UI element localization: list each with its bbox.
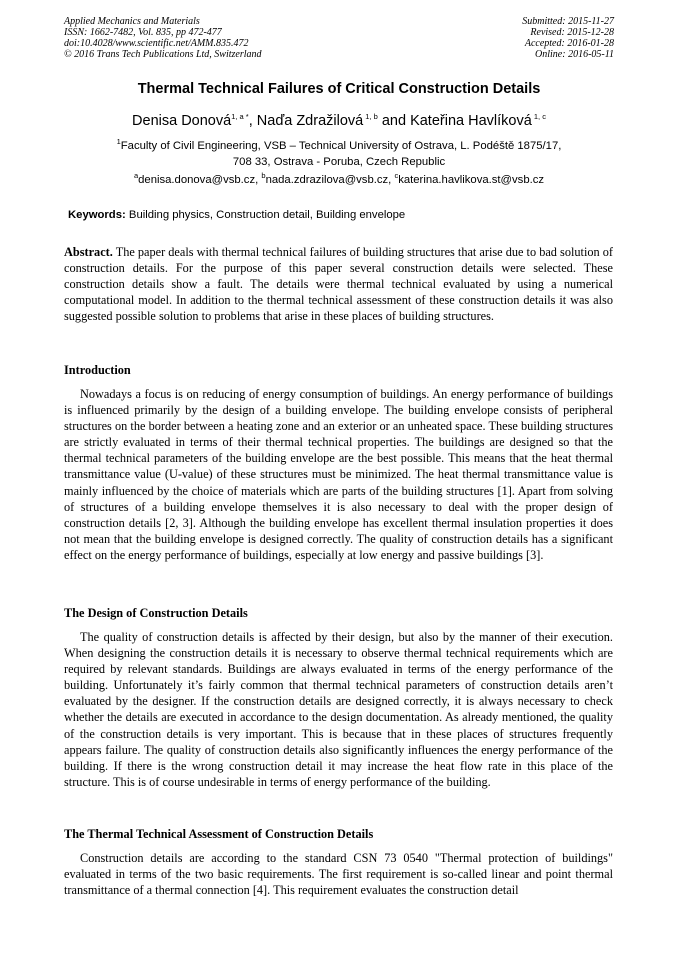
section-body-introduction xyxy=(64,386,613,563)
paragraph: Construction details are according to the standard CSN 73 0540 "Thermal protection of buildings" evaluated in terms of the two basic requirements. The first requirement is so-called linear and point thermal transmittance of a thermal connection [4]. This requirement evaluates the construction detail xyxy=(64,851,613,898)
keywords xyxy=(68,209,405,221)
email-link[interactable]: nada.zdrazilova@vsb.cz, xyxy=(265,174,395,186)
date-revised: Revised: 2015-12-28 xyxy=(530,27,614,38)
author-separator: and xyxy=(377,113,411,129)
paragraph: Nowadays a focus is on reducing of energy consumption of buildings. An energy performance of buildings is influenced primarily by the design of a building envelope. The building envelope consists of peripheral structures on the border between a heating zone and an exterior or an unheated space. These building structures are strictly evaluated in terms of their thermal technical properties. The buildings are designed so that the thermal technical parameters of the building envelope are the best possible. This means that the heat thermal transmittance value (U-value) of these structures must be minimized. The heat thermal transmittance value is mainly influenced by the choice of materials which are parts of the building structures [1]. Apart from solving of structures of a building envelope themselves it is also necessary to deal with the proper design of construction details [2, 3]. Although the building envelope has excellent thermal insulation properties it does not mean that the building envelope is designed correctly. The quality of construction details has a significant effect on the energy performance of buildings, especially at low energy and passive buildings [3]. xyxy=(64,387,613,562)
affiliation-line-2: 708 33, Ostrava - Poruba, Czech Republic xyxy=(232,156,446,168)
journal-info xyxy=(64,16,262,60)
email-mark: a xyxy=(133,171,139,181)
date-accepted: Accepted: 2016-01-28 xyxy=(524,38,614,49)
author-separator: , xyxy=(248,113,257,129)
section-heading-introduction: Introduction xyxy=(64,363,131,377)
journal-copyright: © 2016 Trans Tech Publications Ltd, Switzerland xyxy=(64,49,262,60)
paper-title: Thermal Technical Failures of Critical Construction Details xyxy=(137,81,541,97)
keywords-label: Keywords: xyxy=(68,209,126,221)
abstract-label: Abstract. xyxy=(64,245,113,259)
affiliation xyxy=(60,138,618,170)
section-heading-design: The Design of Construction Details xyxy=(64,606,248,620)
section-body-assessment xyxy=(64,850,613,898)
abstract xyxy=(64,244,613,324)
email-link[interactable]: katerina.havlikova.st@vsb.cz xyxy=(398,174,545,186)
journal-name: Applied Mechanics and Materials xyxy=(64,16,200,27)
paragraph: The quality of construction details is affected by their design, but also by the manner of their execution. When designing the construction details it is necessary to observe thermal technical requirements which are required by relevant standards. Buildings are always evaluated in terms of the energy performance of the building. Unfortunately it’s fairly common that thermal technical parameters of construction details aren’t evaluated by the designer. If the construction details are designed correctly, it is always necessary to check whether the details are executed in accordance to the design documentation. As already mentioned, the quality of the construction details is very important. This is because that in these places of structures frequently appears failure. The quality of construction details also significantly influences the energy performance of the building. If there is the wrong construction detail it may increase the heat flow rate in this place of the structure. This is of course undesirable in terms of energy performance of the building. xyxy=(64,630,613,789)
submission-dates xyxy=(522,16,614,60)
email-link[interactable]: denisa.donova@vsb.cz, xyxy=(138,174,262,186)
affiliation-mark: 1 xyxy=(116,137,121,147)
author-name: Kateřina Havlíková xyxy=(410,113,532,129)
author-name: Denisa Donová xyxy=(132,113,232,129)
email-mark: b xyxy=(261,171,266,181)
author-affiliation-mark: 1, a * xyxy=(231,112,249,122)
journal-doi: doi:10.4028/www.scientific.net/AMM.835.472 xyxy=(64,38,249,49)
author-affiliation-mark: 1, c xyxy=(531,112,546,122)
section-body-design xyxy=(64,629,613,790)
date-submitted: Submitted: 2015-11-27 xyxy=(522,16,614,27)
affiliation-line-1: Faculty of Civil Engineering, VSB – Technical University of Ostrava, L. Podéště 1875/17, xyxy=(120,140,562,152)
author-affiliation-mark: 1, b xyxy=(363,112,378,122)
abstract-text: The paper deals with thermal technical failures of building structures that arise due to bad solution of construction details. For the purpose of this paper several construction details were selected. These construction details show a fault. The details were thermal technical evaluated by using a numerical computational model. In addition to the thermal technical assessment of these construction details it was also suggested possible solution to problems that arise in these places of building structures. xyxy=(64,245,613,324)
author-list xyxy=(0,113,678,129)
author-name: Naďa Zdražilová xyxy=(256,113,364,129)
journal-issn: ISSN: 1662-7482, Vol. 835, pp 472-477 xyxy=(64,27,222,38)
email-mark: c xyxy=(394,171,399,181)
section-heading-assessment: The Thermal Technical Assessment of Construction Details xyxy=(64,827,374,841)
author-emails xyxy=(0,171,678,186)
keywords-text: Building physics, Construction detail, Building envelope xyxy=(125,209,406,221)
date-online: Online: 2016-05-11 xyxy=(535,49,614,60)
